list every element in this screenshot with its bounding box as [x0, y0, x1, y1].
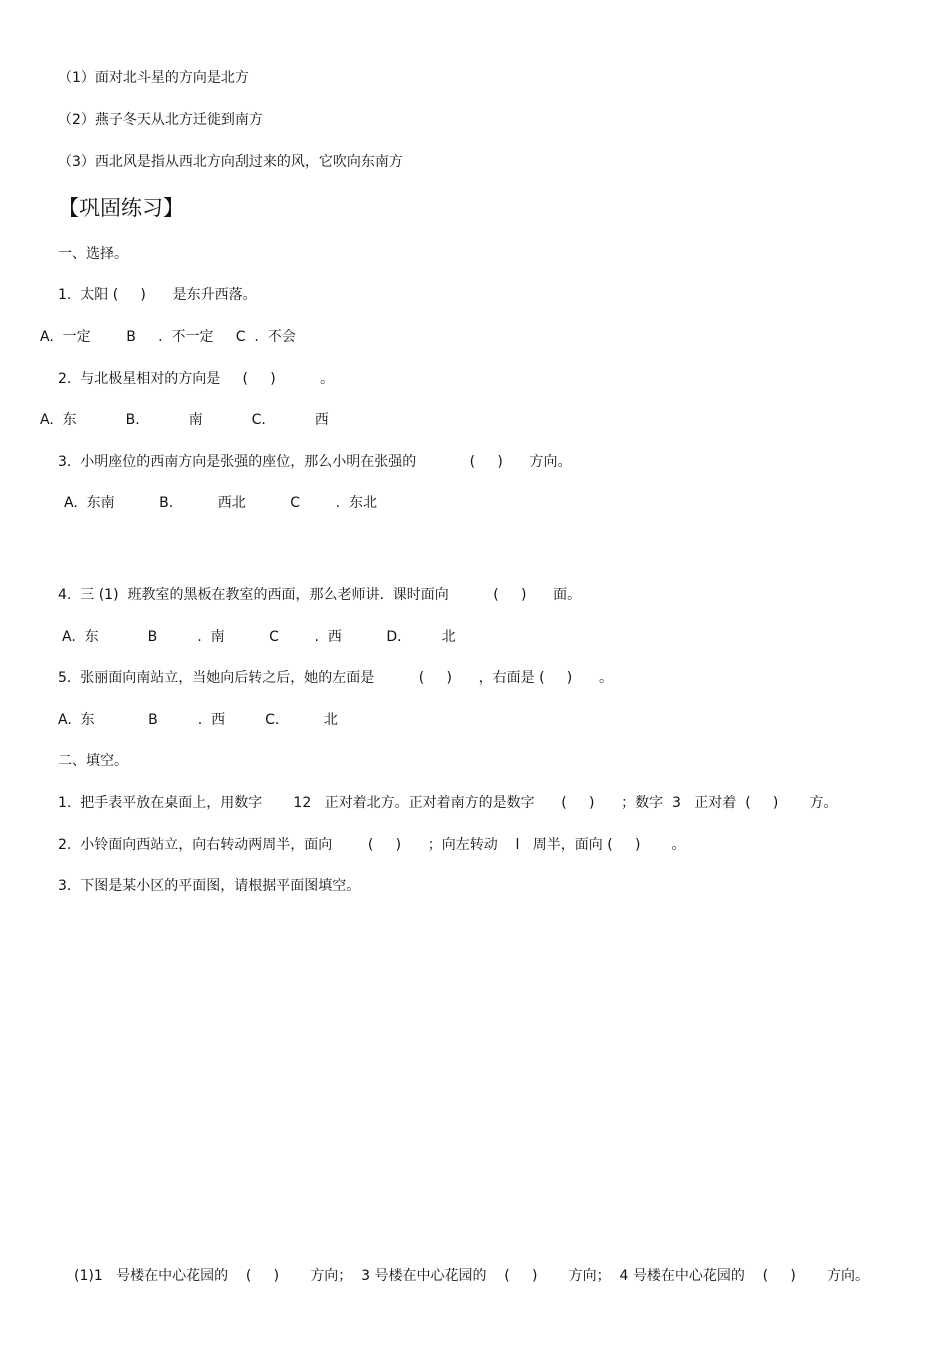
question-3: 3. 小明座位的西南方向是张强的座位，那么小明在张强的 ( ) 方向。: [58, 454, 572, 470]
question-2-options: A. 东 B. 南 C. 西: [40, 412, 329, 428]
section-heading: 【巩固练习】: [58, 196, 184, 220]
section1-title: 一、选择。: [58, 246, 128, 262]
question-3-options: A. 东南 B. 西北 C . 东北: [64, 495, 377, 511]
fill-question-2: 2. 小铃面向西站立，向右转动两周半，面向 ( ) ；向左转动 l 周半，面向 ( ) 。: [58, 837, 686, 853]
floor-plan-area: [58, 910, 858, 1250]
question-1: 1. 太阳 ( ) 是东升西落。: [58, 287, 257, 303]
question-4-options: A. 东 B . 南 C . 西 D. 北: [62, 629, 456, 645]
fill-question-3: 3. 下图是某小区的平面图，请根据平面图填空。: [58, 878, 361, 894]
question-5-options: A. 东 B . 西 C. 北: [58, 712, 338, 728]
statement-2: （2）燕子冬天从北方迁徙到南方: [58, 112, 263, 128]
question-1-options: A. 一定 B . 不一定 C . 不会: [40, 329, 296, 345]
fill-question-1: 1. 把手表平放在桌面上，用数字 12 正对着北方。正对着南方的是数字 ( ) ；数字 3 正对着 ( ) 方。: [58, 795, 838, 811]
statement-3: （3）西北风是指从西北方向刮过来的风，它吹向东南方: [58, 154, 403, 170]
question-2: 2. 与北极星相对的方向是 ( ) 。: [58, 371, 335, 387]
fill-question-3-sub1: (1)1 号楼在中心花园的 ( ) 方向； 3 号楼在中心花园的 ( ) 方向； 4 号楼在中心花园的 ( ) 方向。: [74, 1268, 869, 1284]
question-5: 5. 张丽面向南站立，当她向后转之后，她的左面是 ( ) ，右面是 ( ) 。: [58, 670, 613, 686]
statement-1: （1）面对北斗星的方向是北方: [58, 70, 249, 86]
section2-title: 二、填空。: [58, 753, 128, 769]
question-4: 4. 三 (1) 班教室的黑板在教室的西面，那么老师讲. 课时面向 ( ) 面。: [58, 587, 582, 603]
